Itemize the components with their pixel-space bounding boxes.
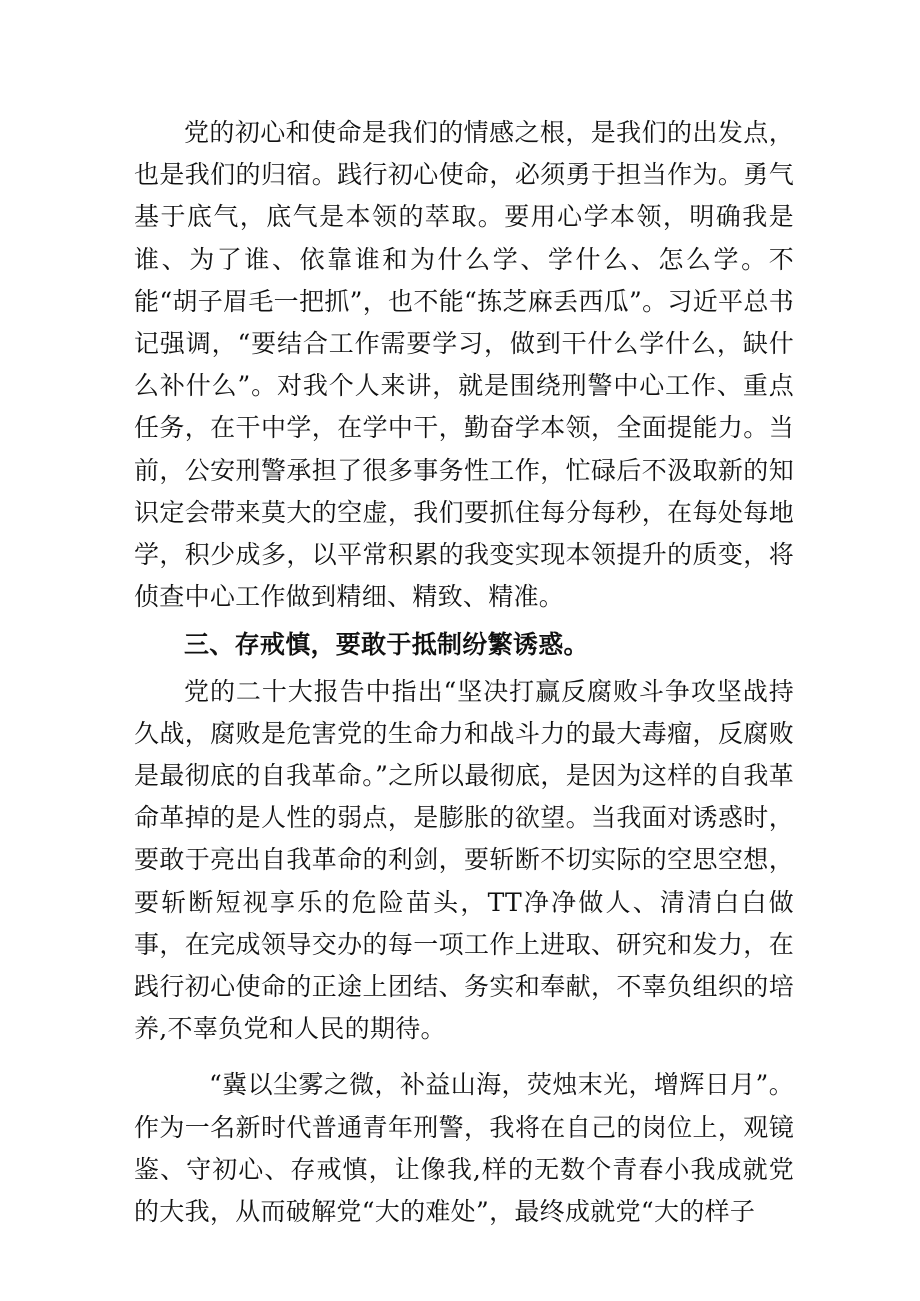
paragraph-closing: “冀以尘雾之微，补益山海，荧烛末光，增辉日月”。作为一名新时代普通青年刑警，我将在自己的岗位上，观镜鉴、守初心、存戒慎，让像我,样的无数个青春小我成就党的大我，从而破解党“大的难处”，最终成就党“大的样子 [134,1070,794,1227]
paragraph-anti-corruption: 党的二十大报告中指出“坚决打赢反腐败斗争攻坚战持久战，腐败是危害党的生命力和战斗力的最大毒瘤，反腐败是最彻底的自我革命。”之所以最彻底，是因为这样的自我革命革掉的是人性的弱点，是膨胀的欲望。当我面对诱惑时，要敢于亮出自我革命的利剑，要斩断不切实际的空思空想，要斩断短视享乐的危险苗头，TT净净做人、清清白白做事，在完成领导交办的每一项工作上进取、研究和发力，在践行初心使命的正途上团结、务实和奉献，不辜负组织的培养,不辜负党和人民的期待。 [134,676,794,1044]
document-body [134,112,794,1233]
section-heading-3: 三、存戒慎，要敢于抵制纷繁诱惑。 [184,630,589,660]
paragraph-initial-mission: 党的初心和使命是我们的情感之根，是我们的出发点，也是我们的归宿。践行初心使命，必须勇于担当作为。勇气基于底气，底气是本领的萃取。要用心学本领，明确我是谁、为了谁、依靠谁和为什么学、学什么、怎么学。不能“胡子眉毛一把抓”，也不能“拣芝麻丢西瓜”。习近平总书记强调，“要结合工作需要学习，做到干什么学什么，缺什么补什么”。对我个人来讲，就是围绕刑警中心工作、重点任务，在干中学，在学中干，勤奋学本领，全面提能力。当前，公安刑警承担了很多事务性工作，忙碌后不汲取新的知识定会带来莫大的空虚，我们要抓住每分每秒，在每处每地学，积少成多，以平常积累的我变实现本领提升的质变，将侦查中心工作做到精细、精致、精准。 [134,118,794,612]
